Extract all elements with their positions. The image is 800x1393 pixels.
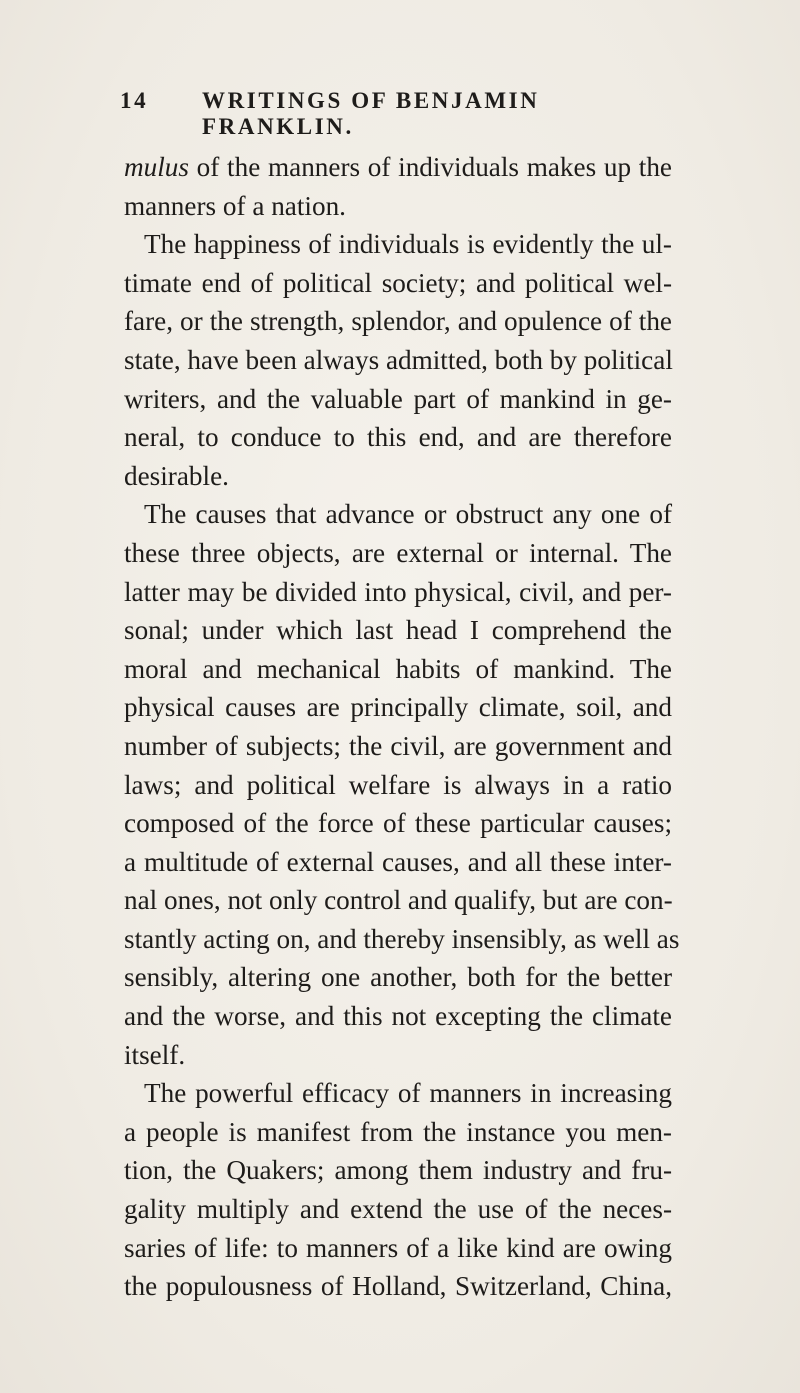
- text-line: a people is manifest from the instance you men-: [124, 1116, 672, 1147]
- body-text: [124, 148, 680, 1306]
- text-line: laws; and political welfare is always in a ratio: [124, 769, 672, 800]
- text-line: fare, or the strength, splendor, and opulence of the: [124, 306, 672, 337]
- text-line: composed of the force of these particular causes;: [124, 808, 672, 839]
- text-line: tion, the Quakers; among them industry and fru-: [124, 1155, 672, 1186]
- page-number: 14: [120, 88, 149, 113]
- text-line: The powerful efficacy of manners in increasing: [144, 1078, 672, 1109]
- text-line: the populousness of Holland, Switzerland, China,: [124, 1271, 672, 1302]
- text-line: sonal; under which last head I comprehend the: [124, 615, 672, 646]
- text-line: number of subjects; the civil, are government and: [124, 730, 672, 761]
- text-line: a multitude of external causes, and all these inter-: [124, 846, 672, 877]
- text-line: stantly acting on, and thereby insensibly, as well as: [124, 923, 680, 954]
- running-title: WRITINGS OF BENJAMIN FRANKLIN.: [202, 88, 540, 139]
- text-line: nal ones, not only control and qualify, but are con-: [124, 885, 673, 916]
- text-line: timate end of political society; and political wel-: [124, 267, 672, 298]
- text-line: writers, and the valuable part of mankind in ge-: [124, 383, 672, 414]
- text-line: The happiness of individuals is evidently the ul-: [144, 229, 672, 260]
- text-line: saries of life: to manners of a like kind are owing: [124, 1232, 672, 1263]
- text-line: and the worse, and this not excepting the climate: [124, 1001, 672, 1032]
- text-line: these three objects, are external or internal. The: [124, 537, 672, 568]
- text-line: moral and mechanical habits of mankind. The: [124, 653, 672, 684]
- text-line: [124, 148, 672, 187]
- text-line: manners of a nation.: [124, 190, 346, 221]
- italic-word: mulus: [124, 152, 189, 182]
- text-line: latter may be divided into physical, civil, and per-: [124, 576, 672, 607]
- running-head: [120, 88, 680, 139]
- text-line: itself.: [124, 1039, 186, 1070]
- text-line: The causes that advance or obstruct any one of: [144, 499, 672, 530]
- text-line: state, have been always admitted, both by political: [124, 344, 673, 375]
- text-line: sensibly, altering one another, both for the better: [124, 962, 672, 993]
- text-line: neral, to conduce to this end, and are therefore: [124, 422, 672, 453]
- text-line: desirable.: [124, 460, 229, 491]
- text-line: physical causes are principally climate, soil, and: [124, 692, 672, 723]
- text-line: gality multiply and extend the use of the neces-: [124, 1194, 672, 1225]
- text-line-rest: of the manners of individuals makes up the: [188, 152, 672, 182]
